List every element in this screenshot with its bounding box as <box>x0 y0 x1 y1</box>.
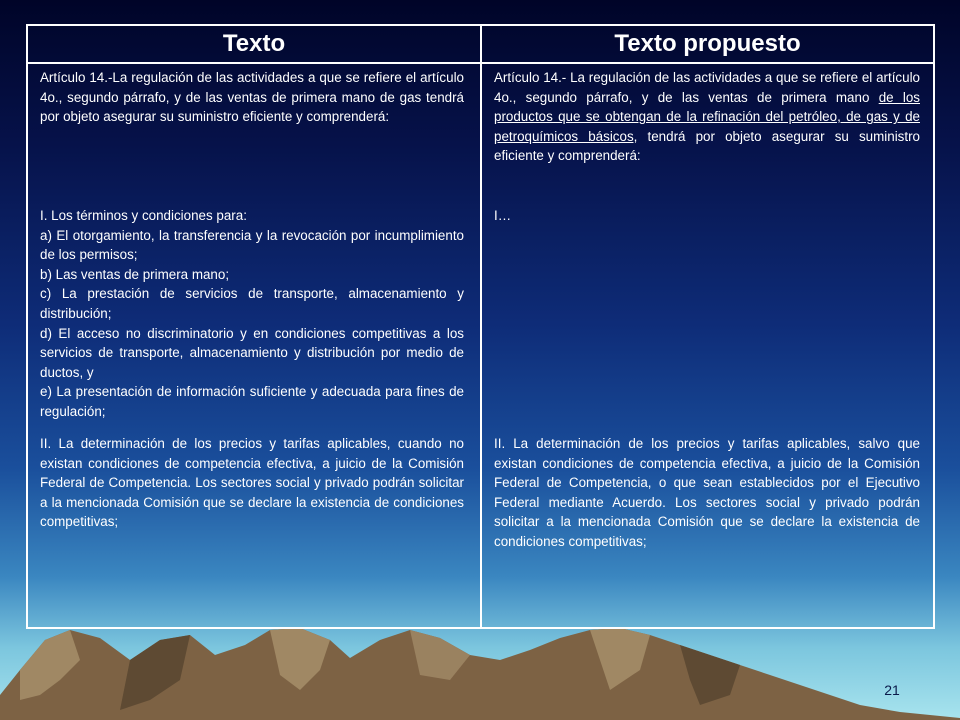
right-intro-underlined: de los productos que se obtengan de la refinación del petróleo, de gas y de petroquímicos básicos, <box>494 89 920 144</box>
left-fraction-ii: II. La determinación de los precios y tarifas aplicables, cuando no existan condiciones de competencia efectiva, a juicio de la Comisión Federal de Competencia. Los sectores social y privado podrán solicitar a la mencionada Comisión que se declare la existencia de condiciones competitivas; <box>40 436 464 530</box>
left-fraction-i-item-d: d) El acceso no discriminatorio y en condiciones competitivas a los servicios de transporte, almacenamiento y distribución por medio de ductos, y <box>40 325 464 380</box>
left-fraction-i-heading: I. Los términos y condiciones para: <box>40 208 247 223</box>
left-fraction-i-item-e: e) La presentación de información suficiente y adecuada para fines de regulación; <box>40 384 464 419</box>
left-fraction-i <box>40 206 464 422</box>
right-intro-start: Artículo 14.- La regulación de las actividades a que se refiere el artículo 4o., segundo párrafo, y de las ventas de primera mano <box>494 70 920 105</box>
left-fraction-i-item-c: c) La prestación de servicios de transporte, almacenamiento y distribución; <box>40 286 464 321</box>
page-number: 21 <box>884 682 900 698</box>
left-fraction-i-item-b: b) Las ventas de primera mano; <box>40 266 230 282</box>
header-texto-propuesto: Texto propuesto <box>614 30 801 57</box>
right-intro-end: tendrá por objeto asegurar su suministro eficiente y comprenderá: <box>494 128 921 164</box>
right-fraction-ii: II. La determinación de los precios y tarifas aplicables, salvo que existan condiciones de competencia efectiva, a juicio de la Comisión Federal de Competencia, o que sean establecidos por el Ejecutivo Federal mediante Acuerdo. Los sectores social y privado podrán solicitar a la mencionada Comisión que se declare la existencia de condiciones competitivas; <box>494 436 920 549</box>
left-fraction-i-item-a: a) El otorgamiento, la transferencia y la revocación por incumplimiento de los permisos; <box>40 227 464 263</box>
column-divider <box>480 26 482 627</box>
comparison-table <box>26 24 935 629</box>
left-article-intro: Artículo 14.-La regulación de las actividades a que se refiere el artículo 4o., segundo párrafo, y de las ventas de primera mano de gas tendrá por objeto asegurar su suministro eficiente y comprenderá: <box>40 70 464 125</box>
header-texto: Texto <box>222 30 286 57</box>
right-fraction-i: I… <box>494 208 512 223</box>
header-divider <box>28 62 933 64</box>
right-article-intro <box>494 68 920 166</box>
